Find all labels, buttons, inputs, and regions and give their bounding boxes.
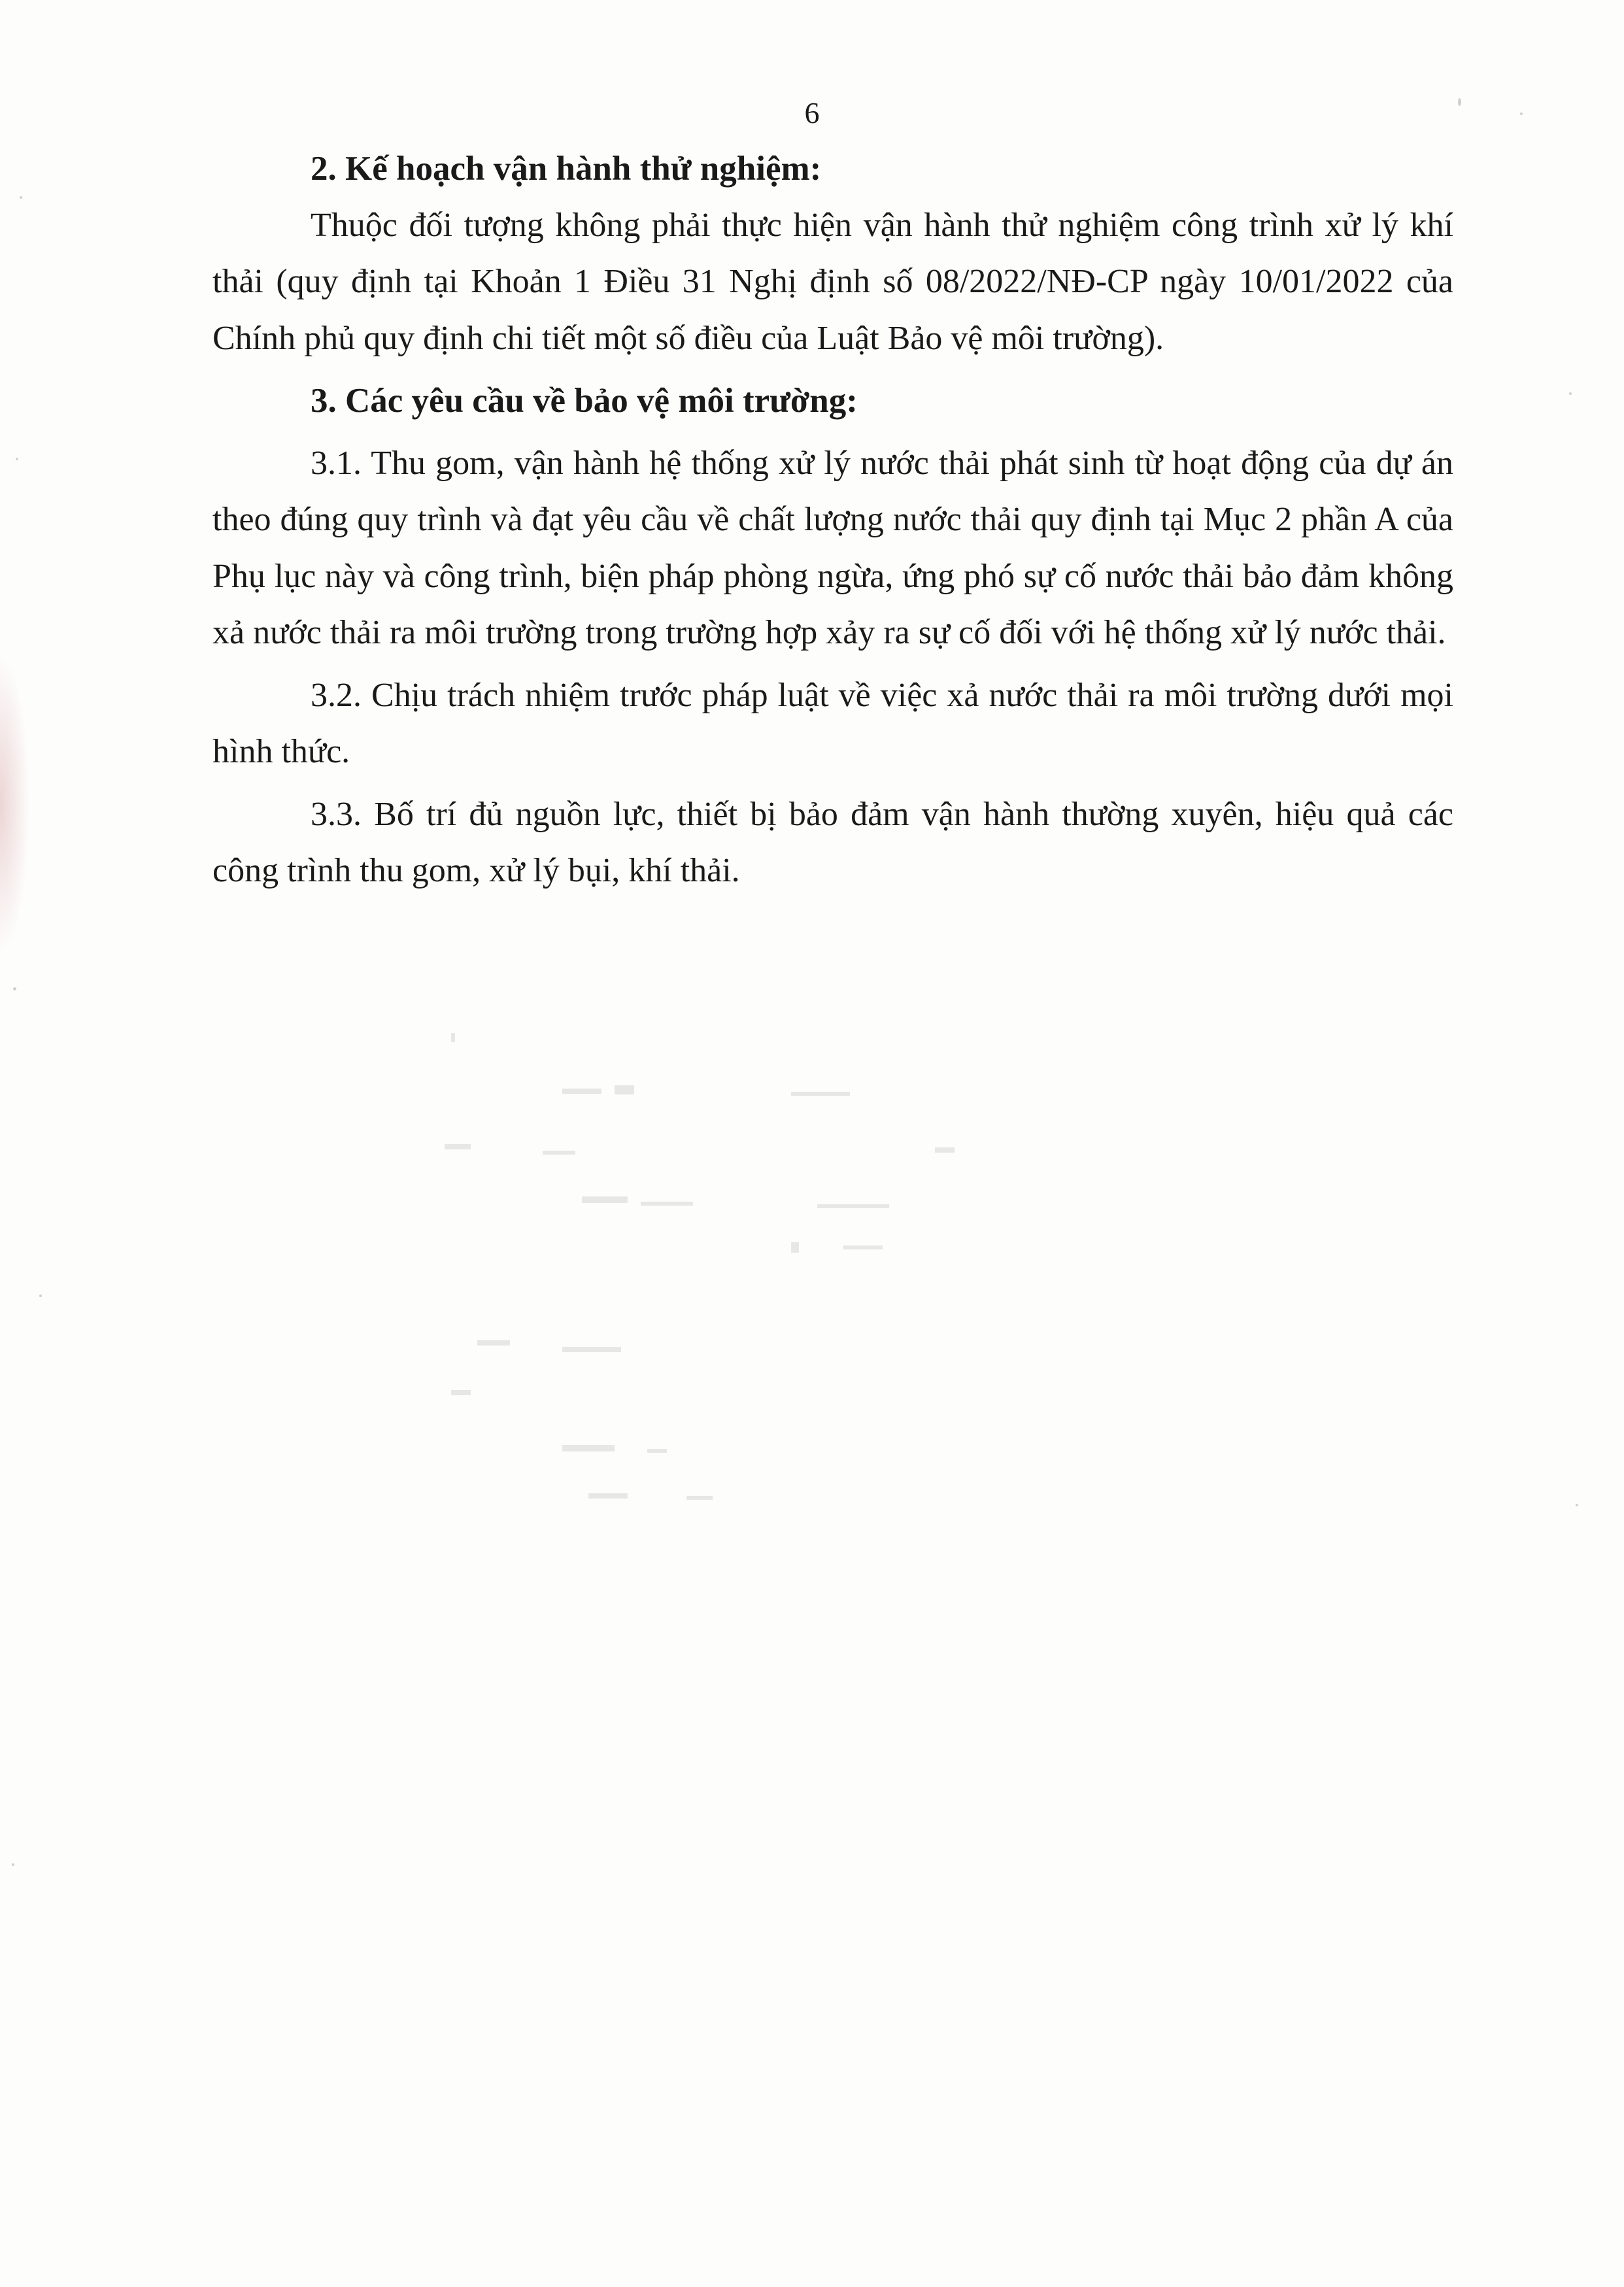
bleed-through-marks [425, 1020, 1026, 1530]
document-body [212, 141, 1453, 900]
section-heading-operation-plan: 2. Kế hoạch vận hành thử nghiệm: [311, 150, 822, 188]
paragraph-operation-plan: Thuộc đối tượng không phải thực hiện vận hành thử nghiệm công trình xử lý khí thải (quy định tại Khoản 1 Điều 31 Nghị định số 08/2022/NĐ-CP ngày 10/01/2022 của Chính phủ quy định chi tiết một số điều của Luật Bảo vệ môi trường). [212, 206, 1453, 357]
scan-stain [0, 654, 30, 955]
page-number: 6 [804, 96, 820, 129]
scan-speck [39, 1295, 42, 1297]
scan-speck [16, 458, 18, 460]
paragraph-requirement-3-2: 3.2. Chịu trách nhiệm trước pháp luật về việc xả nước thải ra môi trường dưới mọi hình thức. [212, 676, 1453, 770]
scan-speck [20, 196, 22, 199]
scan-speck [12, 1863, 14, 1866]
scan-speck [1569, 392, 1572, 395]
scan-speck [1576, 1504, 1578, 1506]
paragraph-requirement-3-1: 3.1. Thu gom, vận hành hệ thống xử lý nước thải phát sinh từ hoạt động của dự án theo đúng quy trình và đạt yêu cầu về chất lượng nước thải quy định tại Mục 2 phần A của Phụ lục này và công trình, biện pháp phòng ngừa, ứng phó sự cố nước thải bảo đảm không xả nước thải ra môi trường trong trường hợp xảy ra sự cố đối với hệ thống xử lý nước thải. [212, 444, 1453, 651]
section-heading-environmental-requirements: 3. Các yêu cầu về bảo vệ môi trường: [311, 382, 858, 420]
paragraph-requirement-3-3: 3.3. Bố trí đủ nguồn lực, thiết bị bảo đảm vận hành thường xuyên, hiệu quả các công trình thu gom, xử lý bụi, khí thải. [212, 795, 1453, 889]
scan-speck [13, 987, 16, 991]
